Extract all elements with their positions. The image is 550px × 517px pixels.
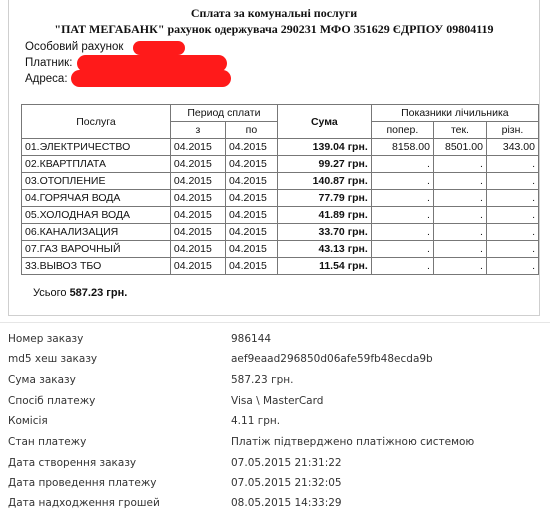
service-cell: 06.КАНАЛИЗАЦИЯ <box>22 224 171 241</box>
meter-prev-cell: . <box>371 241 433 258</box>
meter-cur-cell: . <box>433 207 486 224</box>
commission-value: 4.11 грн. <box>231 415 281 427</box>
period-to-cell: 04.2015 <box>225 224 277 241</box>
service-cell: 04.ГОРЯЧАЯ ВОДА <box>22 190 171 207</box>
sum-cell: 33.70 грн. <box>277 224 371 241</box>
section-divider <box>0 322 550 323</box>
period-to-cell: 04.2015 <box>225 139 277 156</box>
services-table <box>21 104 539 275</box>
header-meter: Показники лічильника <box>371 105 538 122</box>
meter-cur-cell: . <box>433 241 486 258</box>
payment-method-value: Visa \ MasterCard <box>231 395 324 407</box>
order-info-row <box>0 353 550 373</box>
period-to-cell: 04.2015 <box>225 190 277 207</box>
bank-details: "ПАТ МЕГАБАНК" рахунок одержувача 290231 МФО 351629 ЄДРПОУ 09804119 <box>54 22 494 36</box>
meter-diff-cell: . <box>486 156 538 173</box>
period-to-cell: 04.2015 <box>225 173 277 190</box>
sum-cell: 11.54 грн. <box>277 258 371 275</box>
order-sum-value: 587.23 грн. <box>231 374 294 386</box>
service-cell: 07.ГАЗ ВАРОЧНЫЙ <box>22 241 171 258</box>
sum-cell: 139.04 грн. <box>277 139 371 156</box>
header-from: з <box>170 122 225 139</box>
period-to-cell: 04.2015 <box>225 156 277 173</box>
sum-cell: 43.13 грн. <box>277 241 371 258</box>
meter-cur-cell: . <box>433 190 486 207</box>
total-value: 587.23 грн. <box>69 287 128 299</box>
service-cell: 33.ВЫВОЗ ТБО <box>22 258 171 275</box>
header-sum: Сума <box>277 105 371 139</box>
service-cell: 02.КВАРТПЛАТА <box>22 156 171 173</box>
payment-date-value: 07.05.2015 21:32:05 <box>231 477 342 489</box>
order-info-row <box>0 436 550 456</box>
table-row <box>22 241 539 258</box>
header-diff: різн. <box>486 122 538 139</box>
header-period: Период сплати <box>170 105 277 122</box>
order-number-value: 986144 <box>231 333 272 345</box>
account-label: Особовий рахунок <box>25 41 124 53</box>
meter-prev-cell: . <box>371 207 433 224</box>
sum-cell: 77.79 грн. <box>277 190 371 207</box>
meter-diff-cell: . <box>486 224 538 241</box>
funds-received-date-label: Дата надходження грошей <box>8 497 160 509</box>
total-line <box>33 287 127 299</box>
meter-prev-cell: . <box>371 173 433 190</box>
period-from-cell: 04.2015 <box>170 241 225 258</box>
period-to-cell: 04.2015 <box>225 207 277 224</box>
period-from-cell: 04.2015 <box>170 207 225 224</box>
sum-cell: 99.27 грн. <box>277 156 371 173</box>
meter-cur-cell: . <box>433 173 486 190</box>
table-row <box>22 139 539 156</box>
total-label: Усього <box>33 287 67 299</box>
receipt <box>8 0 540 316</box>
md5-hash-label: md5 хеш заказу <box>8 353 98 365</box>
meter-diff-cell: . <box>486 207 538 224</box>
order-info-row <box>0 415 550 435</box>
payment-date-label: Дата проведення платежу <box>8 477 157 489</box>
meter-diff-cell: . <box>486 190 538 207</box>
meter-prev-cell: . <box>371 156 433 173</box>
header-service: Послуга <box>22 105 171 139</box>
header-prev: попер. <box>371 122 433 139</box>
table-row <box>22 258 539 275</box>
meter-diff-cell: . <box>486 241 538 258</box>
table-row <box>22 190 539 207</box>
period-to-cell: 04.2015 <box>225 258 277 275</box>
table-row <box>22 156 539 173</box>
meter-prev-cell: . <box>371 190 433 207</box>
payment-method-label: Спосіб платежу <box>8 395 96 407</box>
commission-label: Комісія <box>8 415 48 427</box>
funds-received-date-value: 08.05.2015 14:33:29 <box>231 497 342 509</box>
order-info-row <box>0 497 550 517</box>
receipt-title: Сплата за комунальні послуги <box>190 6 358 20</box>
order-info-row <box>0 333 550 353</box>
order-info-row <box>0 395 550 415</box>
order-sum-label: Сума заказу <box>8 374 76 386</box>
md5-hash-value: aef9eaad296850d06afe59fb48ecda9b <box>231 353 433 365</box>
order-info-row <box>0 457 550 477</box>
header-cur: тек. <box>433 122 486 139</box>
table-row <box>22 224 539 241</box>
created-date-value: 07.05.2015 21:31:22 <box>231 457 342 469</box>
meter-prev-cell: . <box>371 224 433 241</box>
meter-prev-cell: . <box>371 258 433 275</box>
address-redaction <box>71 70 231 87</box>
meter-cur-cell: 8501.00 <box>433 139 486 156</box>
table-row <box>22 207 539 224</box>
account-redaction <box>133 41 185 55</box>
period-from-cell: 04.2015 <box>170 258 225 275</box>
period-from-cell: 04.2015 <box>170 224 225 241</box>
meter-prev-cell: 8158.00 <box>371 139 433 156</box>
meter-cur-cell: . <box>433 156 486 173</box>
meter-diff-cell: 343.00 <box>486 139 538 156</box>
period-from-cell: 04.2015 <box>170 173 225 190</box>
period-from-cell: 04.2015 <box>170 190 225 207</box>
meter-diff-cell: . <box>486 173 538 190</box>
order-info-row <box>0 477 550 497</box>
service-cell: 03.ОТОПЛЕНИЕ <box>22 173 171 190</box>
sum-cell: 41.89 грн. <box>277 207 371 224</box>
payment-status-value: Платіж підтверджено платіжною системою <box>231 436 475 448</box>
period-from-cell: 04.2015 <box>170 156 225 173</box>
meter-diff-cell: . <box>486 258 538 275</box>
period-from-cell: 04.2015 <box>170 139 225 156</box>
sum-cell: 140.87 грн. <box>277 173 371 190</box>
service-cell: 01.ЭЛЕКТРИЧЕСТВО <box>22 139 171 156</box>
period-to-cell: 04.2015 <box>225 241 277 258</box>
table-row <box>22 173 539 190</box>
address-label: Адреса: <box>25 73 68 85</box>
order-info-row <box>0 374 550 394</box>
service-cell: 05.ХОЛОДНАЯ ВОДА <box>22 207 171 224</box>
meter-cur-cell: . <box>433 224 486 241</box>
header-to: по <box>225 122 277 139</box>
created-date-label: Дата створення заказу <box>8 457 137 469</box>
payment-status-label: Стан платежу <box>8 436 87 448</box>
order-number-label: Номер заказу <box>8 333 84 345</box>
meter-cur-cell: . <box>433 258 486 275</box>
payer-label: Платник: <box>25 57 73 69</box>
